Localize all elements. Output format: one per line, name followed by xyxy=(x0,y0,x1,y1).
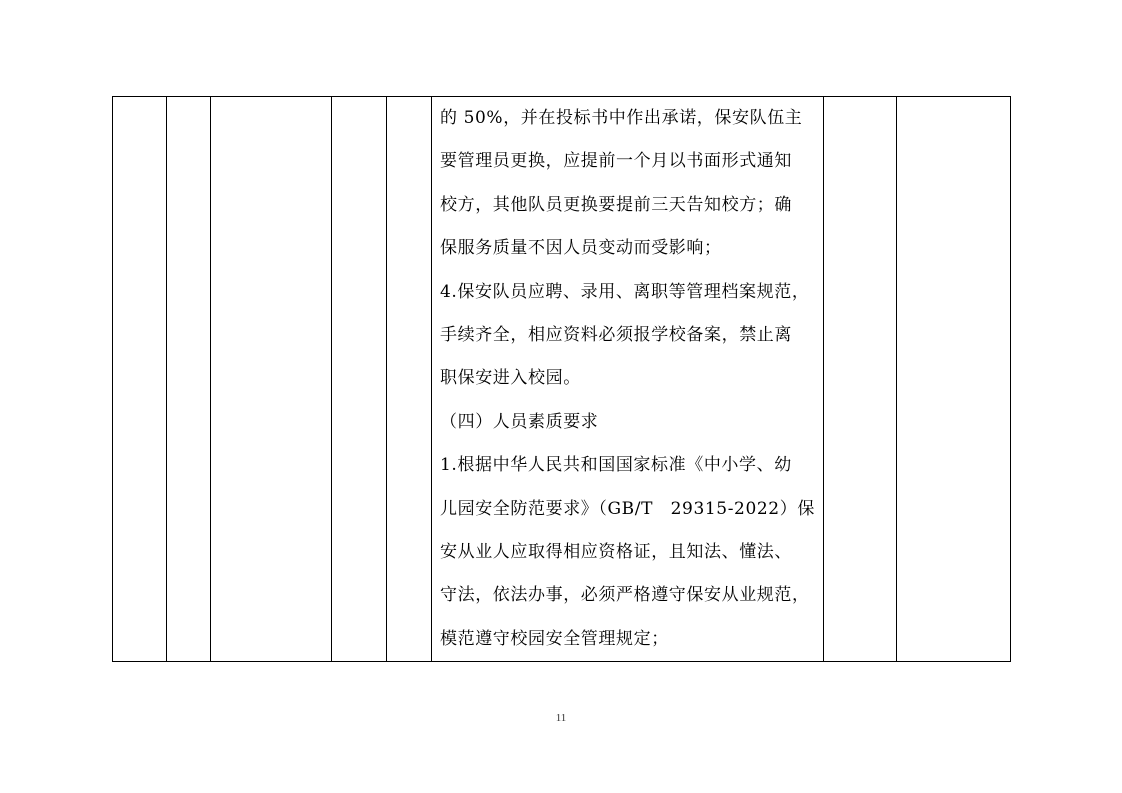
page-number: 11 xyxy=(555,712,567,724)
table-cell-empty-3 xyxy=(211,97,332,662)
content-line: 守法，依法办事，必须严格遵守保安从业规范， xyxy=(440,585,810,606)
content-line: 1.根据中华人民共和国国家标准《中小学、幼 xyxy=(440,455,792,476)
content-line: 职保安进入校园。 xyxy=(440,368,581,389)
section-heading: （四）人员素质要求 xyxy=(440,411,599,432)
table-cell-empty-1 xyxy=(113,97,167,662)
content-line: 要管理员更换，应提前一个月以书面形式通知 xyxy=(440,151,792,172)
content-line: 模范遵守校园安全管理规定； xyxy=(440,628,669,649)
content-line: 4.保安队员应聘、录用、离职等管理档案规范， xyxy=(440,281,810,302)
table-cell-empty-4 xyxy=(332,97,387,662)
requirements-table xyxy=(112,96,1011,662)
content-line: 校方，其他队员更换要提前三天告知校方；确 xyxy=(440,194,792,215)
content-line: 安从业人应取得相应资格证，且知法、懂法、 xyxy=(440,541,792,562)
table-cell-empty-8 xyxy=(897,97,1011,662)
content-line: 手续齐全，相应资料必须报学校备案，禁止离 xyxy=(440,324,792,345)
table-row xyxy=(113,97,1011,662)
table-cell-empty-2 xyxy=(167,97,211,662)
content-line: 保服务质量不因人员变动而受影响； xyxy=(440,238,722,259)
content-line: 儿园安全防范要求》（GB/T 29315-2022）保 xyxy=(440,498,815,519)
content-line: 的 50%，并在投标书中作出承诺，保安队伍主 xyxy=(440,108,803,128)
table-cell-empty-5 xyxy=(387,97,432,662)
requirements-content-cell xyxy=(432,97,824,662)
table-cell-empty-7 xyxy=(824,97,897,662)
